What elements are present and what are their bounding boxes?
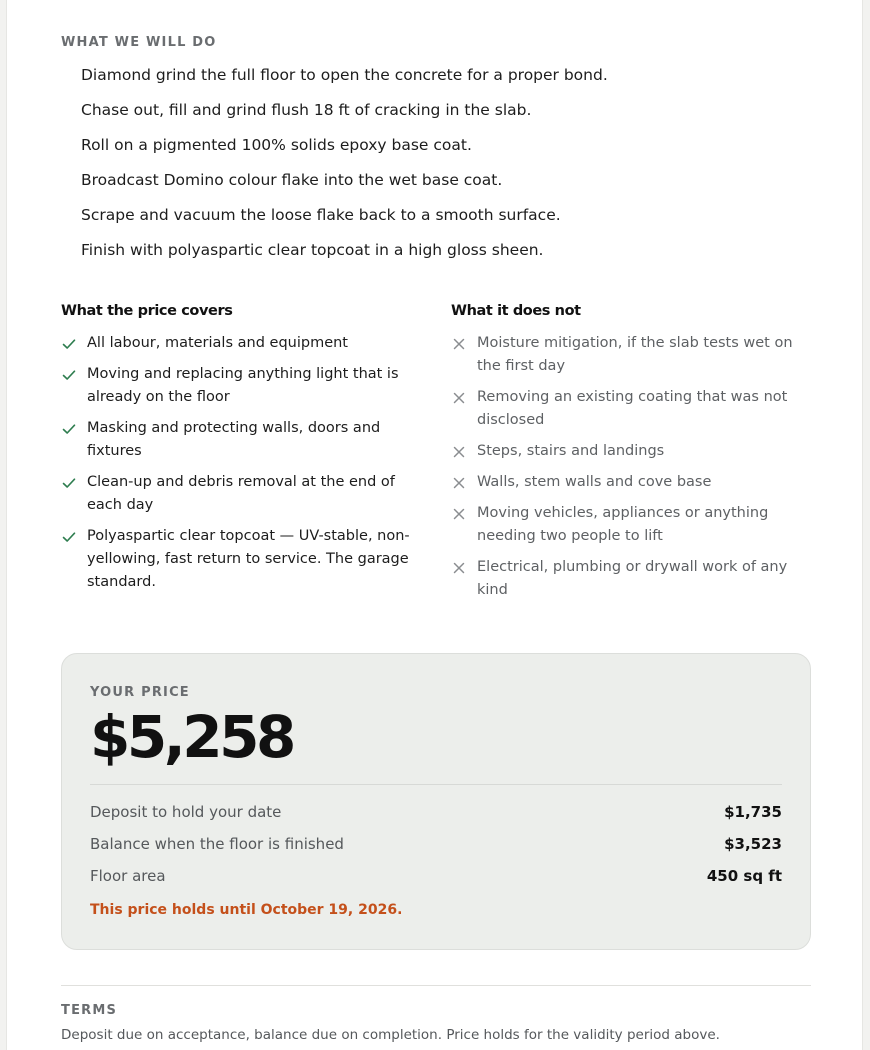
not-covered-item-text: Moisture mitigation, if the slab tests wet on the first day [477, 335, 793, 374]
price-row-value: 450 sq ft [706, 867, 782, 885]
not-covered-item [451, 440, 801, 463]
scope-heading: WHAT WE WILL DO [61, 35, 217, 50]
not-covered-item [451, 502, 801, 548]
scope-step: Finish with polyaspartic clear topcoat in a high gloss sheen. [81, 241, 544, 259]
not-covered-column [451, 301, 801, 610]
not-covered-item [451, 471, 801, 494]
scope-step: Chase out, fill and grind flush 18 ft of cracking in the slab. [81, 101, 532, 119]
quote-sheet [6, 0, 863, 1050]
scope-step: Scrape and vacuum the loose flake back to a smooth surface. [81, 206, 561, 224]
price-validity-note: This price holds until October 19, 2026. [90, 902, 403, 918]
scope-step: Diamond grind the full floor to open the concrete for a proper bond. [81, 66, 608, 84]
price-row-deposit [90, 801, 782, 823]
price-row-value: $1,735 [724, 803, 782, 821]
covers-title: What the price covers [61, 303, 233, 319]
x-icon [451, 444, 467, 460]
covers-item-text: Moving and replacing anything light that is already on the floor [87, 366, 399, 405]
covers-column [61, 301, 411, 602]
x-icon [451, 475, 467, 491]
covers-item-text: Polyaspartic clear topcoat — UV-stable, non-yellowing, fast return to service. The garage standard. [87, 528, 410, 590]
covers-item [61, 471, 411, 517]
price-card [61, 653, 811, 950]
price-row-label: Floor area [90, 867, 166, 885]
check-icon [61, 367, 77, 383]
not-covered-item-text: Removing an existing coating that was not disclosed [477, 389, 788, 428]
price-row-label: Balance when the floor is finished [90, 835, 344, 853]
terms-divider [61, 985, 811, 986]
price-label: YOUR PRICE [90, 685, 190, 700]
covers-item [61, 332, 411, 355]
covers-item-text: Clean-up and debris removal at the end of each day [87, 474, 395, 513]
check-icon [61, 336, 77, 352]
terms-heading: TERMS [61, 1003, 118, 1018]
x-icon [451, 560, 467, 576]
scope-step: Broadcast Domino colour flake into the wet base coat. [81, 171, 503, 189]
total-price: $5,258 [90, 703, 293, 771]
price-row-balance [90, 833, 782, 855]
price-row-area [90, 865, 782, 887]
scope-step: Roll on a pigmented 100% solids epoxy base coat. [81, 136, 472, 154]
check-icon [61, 475, 77, 491]
not-covered-item-text: Electrical, plumbing or drywall work of any kind [477, 559, 788, 598]
scope-steps-list [81, 64, 608, 274]
covers-item-text: Masking and protecting walls, doors and fixtures [87, 420, 381, 459]
terms-text: Deposit due on acceptance, balance due on completion. Price holds for the validity period above. [61, 1027, 720, 1043]
price-row-label: Deposit to hold your date [90, 803, 282, 821]
covers-item-text: All labour, materials and equipment [87, 335, 348, 351]
not-covered-item [451, 332, 801, 378]
check-icon [61, 529, 77, 545]
not-covered-item [451, 386, 801, 432]
x-icon [451, 506, 467, 522]
not-covered-item-text: Moving vehicles, appliances or anything needing two people to lift [477, 505, 769, 544]
covers-list [61, 332, 411, 594]
check-icon [61, 421, 77, 437]
price-divider [90, 784, 782, 785]
not-covered-item-text: Steps, stairs and landings [477, 443, 665, 459]
covers-item [61, 525, 411, 594]
x-icon [451, 336, 467, 352]
not-covered-title: What it does not [451, 303, 581, 319]
not-covered-list [451, 332, 801, 602]
not-covered-item-text: Walls, stem walls and cove base [477, 474, 712, 490]
not-covered-item [451, 556, 801, 602]
covers-item [61, 363, 411, 409]
covers-item [61, 417, 411, 463]
x-icon [451, 390, 467, 406]
price-row-value: $3,523 [724, 835, 782, 853]
